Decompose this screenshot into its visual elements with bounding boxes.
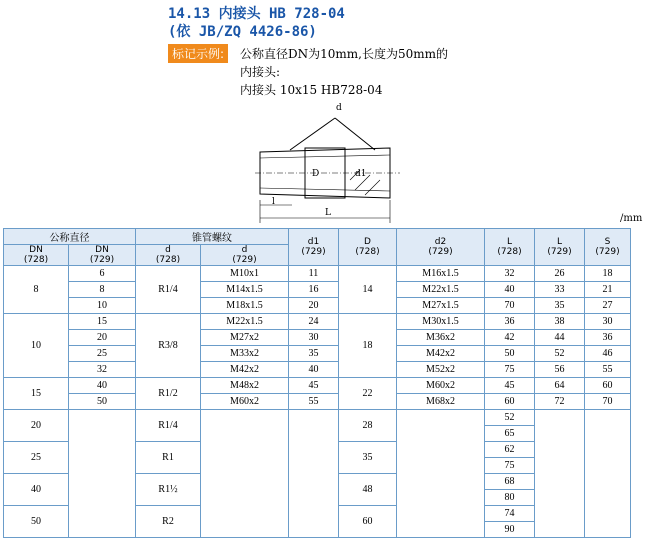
cell-d-729: M48x2 — [201, 378, 289, 394]
cell-d1 — [289, 410, 339, 538]
cell-d1: 11 — [289, 266, 339, 282]
header-nominal: 公称直径 — [4, 229, 136, 245]
cell-d1: 16 — [289, 282, 339, 298]
cell-L-729: 38 — [535, 314, 585, 330]
cell-dn-728: 8 — [4, 266, 69, 314]
table-row — [4, 266, 631, 282]
header-d2: d2 (729) — [397, 229, 485, 266]
cell-D: 22 — [339, 378, 397, 410]
cell-d2: M36x2 — [397, 330, 485, 346]
cell-L-728: 42 — [485, 330, 535, 346]
cell-D: 60 — [339, 506, 397, 538]
cell-d-729: M18x1.5 — [201, 298, 289, 314]
cell-L-728: 75 — [485, 458, 535, 474]
table-row — [4, 410, 631, 426]
header-thread: 锥管螺纹 — [136, 229, 289, 245]
standard-subtitle: (依 JB/ZQ 4426-86) — [168, 24, 317, 40]
label-L: L — [325, 208, 331, 218]
cell-L-729: 52 — [535, 346, 585, 362]
example-line-3: 内接头 10x15 HB728-04 — [240, 83, 383, 97]
header-d-728: d (728) — [136, 245, 201, 266]
cell-L-728: 80 — [485, 490, 535, 506]
cell-L-729 — [535, 410, 585, 538]
cell-L-729: 72 — [535, 394, 585, 410]
unit-label: /mm — [620, 213, 643, 224]
table-row — [4, 394, 631, 410]
cell-S: 46 — [585, 346, 631, 362]
cell-dn-729: 25 — [69, 346, 136, 362]
cell-d1: 55 — [289, 394, 339, 410]
cell-L-729: 56 — [535, 362, 585, 378]
cell-d2: M27x1.5 — [397, 298, 485, 314]
cell-L-728: 75 — [485, 362, 535, 378]
cell-d2: M60x2 — [397, 378, 485, 394]
table-row — [4, 378, 631, 394]
cell-S: 18 — [585, 266, 631, 282]
label-d: d — [336, 103, 342, 113]
label-D: D — [312, 169, 320, 179]
cell-d2: M30x1.5 — [397, 314, 485, 330]
cell-d1: 30 — [289, 330, 339, 346]
cell-L-729: 26 — [535, 266, 585, 282]
cell-D: 14 — [339, 266, 397, 314]
cell-L-728: 50 — [485, 346, 535, 362]
cell-d-729: M42x2 — [201, 362, 289, 378]
cell-L-728: 32 — [485, 266, 535, 282]
cell-dn-729: 40 — [69, 378, 136, 394]
cell-S — [585, 410, 631, 538]
table-row — [4, 346, 631, 362]
cell-L-728: 65 — [485, 426, 535, 442]
cell-L-729: 64 — [535, 378, 585, 394]
cell-dn-728: 50 — [4, 506, 69, 538]
example-line-1: 公称直径DN为10mm,长度为50mm的 — [240, 47, 448, 61]
table-row — [4, 282, 631, 298]
cell-dn-729: 6 — [69, 266, 136, 282]
header-dn-728: DN (728) — [4, 245, 69, 266]
cell-d-729: M10x1 — [201, 266, 289, 282]
cell-L-728: 74 — [485, 506, 535, 522]
header-d1: d1 (729) — [289, 229, 339, 266]
cell-d2: M22x1.5 — [397, 282, 485, 298]
cell-d1: 40 — [289, 362, 339, 378]
cell-d-728: R2 — [136, 506, 201, 538]
cell-d-729: M22x1.5 — [201, 314, 289, 330]
cell-L-728: 90 — [485, 522, 535, 538]
cell-dn-728: 25 — [4, 442, 69, 474]
cell-L-728: 70 — [485, 298, 535, 314]
cell-d-729 — [201, 410, 289, 538]
header-L-728: L (728) — [485, 229, 535, 266]
cell-d1: 20 — [289, 298, 339, 314]
header-dn-729: DN (729) — [69, 245, 136, 266]
cell-d1: 24 — [289, 314, 339, 330]
page-title: 14.13 内接头 HB 728-04 — [168, 6, 345, 22]
example-line-2: 内接头: — [240, 65, 281, 79]
cell-D: 35 — [339, 442, 397, 474]
cell-d1: 45 — [289, 378, 339, 394]
cell-d1: 35 — [289, 346, 339, 362]
fitting-drawing — [250, 100, 420, 225]
header-S: S (729) — [585, 229, 631, 266]
dimension-table — [3, 228, 631, 538]
cell-L-728: 60 — [485, 394, 535, 410]
cell-d2: M16x1.5 — [397, 266, 485, 282]
cell-S: 21 — [585, 282, 631, 298]
cell-d2 — [397, 410, 485, 538]
header-d-729: d (729) — [201, 245, 289, 266]
header-D: D (728) — [339, 229, 397, 266]
cell-D: 18 — [339, 314, 397, 378]
table-row — [4, 314, 631, 330]
cell-d-729: M33x2 — [201, 346, 289, 362]
cell-dn-729: 15 — [69, 314, 136, 330]
cell-L-729: 33 — [535, 282, 585, 298]
label-l: l — [272, 197, 275, 207]
cell-d-728: R1/4 — [136, 266, 201, 314]
table-row — [4, 298, 631, 314]
table-row — [4, 362, 631, 378]
cell-S: 60 — [585, 378, 631, 394]
cell-dn-728: 40 — [4, 474, 69, 506]
cell-L-729: 44 — [535, 330, 585, 346]
cell-d-728: R1/2 — [136, 378, 201, 410]
cell-S: 27 — [585, 298, 631, 314]
cell-L-728: 36 — [485, 314, 535, 330]
cell-dn-729: 10 — [69, 298, 136, 314]
cell-L-728: 45 — [485, 378, 535, 394]
cell-D: 28 — [339, 410, 397, 442]
cell-d-728: R1 — [136, 442, 201, 474]
cell-S: 30 — [585, 314, 631, 330]
cell-D: 48 — [339, 474, 397, 506]
cell-d2: M42x2 — [397, 346, 485, 362]
cell-d-728: R3/8 — [136, 314, 201, 378]
cell-L-728: 52 — [485, 410, 535, 426]
cell-dn-729: 8 — [69, 282, 136, 298]
cell-L-728: 40 — [485, 282, 535, 298]
table-row — [4, 330, 631, 346]
cell-d2: M68x2 — [397, 394, 485, 410]
cell-S: 36 — [585, 330, 631, 346]
label-d1: d1 — [355, 169, 367, 179]
cell-dn-728: 15 — [4, 378, 69, 410]
cell-d-729: M60x2 — [201, 394, 289, 410]
cell-L-729: 35 — [535, 298, 585, 314]
cell-dn-729: 50 — [69, 394, 136, 410]
cell-d-729: M27x2 — [201, 330, 289, 346]
cell-dn-729: 20 — [69, 330, 136, 346]
cell-dn-729 — [69, 410, 136, 538]
cell-dn-729: 32 — [69, 362, 136, 378]
cell-d-729: M14x1.5 — [201, 282, 289, 298]
cell-d2: M52x2 — [397, 362, 485, 378]
cell-S: 55 — [585, 362, 631, 378]
cell-L-728: 62 — [485, 442, 535, 458]
cell-d-728: R1/4 — [136, 410, 201, 442]
example-tag: 标记示例: — [168, 44, 228, 63]
cell-dn-728: 10 — [4, 314, 69, 378]
cell-S: 70 — [585, 394, 631, 410]
cell-dn-728: 20 — [4, 410, 69, 442]
header-L-729: L (729) — [535, 229, 585, 266]
cell-d-728: R1½ — [136, 474, 201, 506]
cell-L-728: 68 — [485, 474, 535, 490]
